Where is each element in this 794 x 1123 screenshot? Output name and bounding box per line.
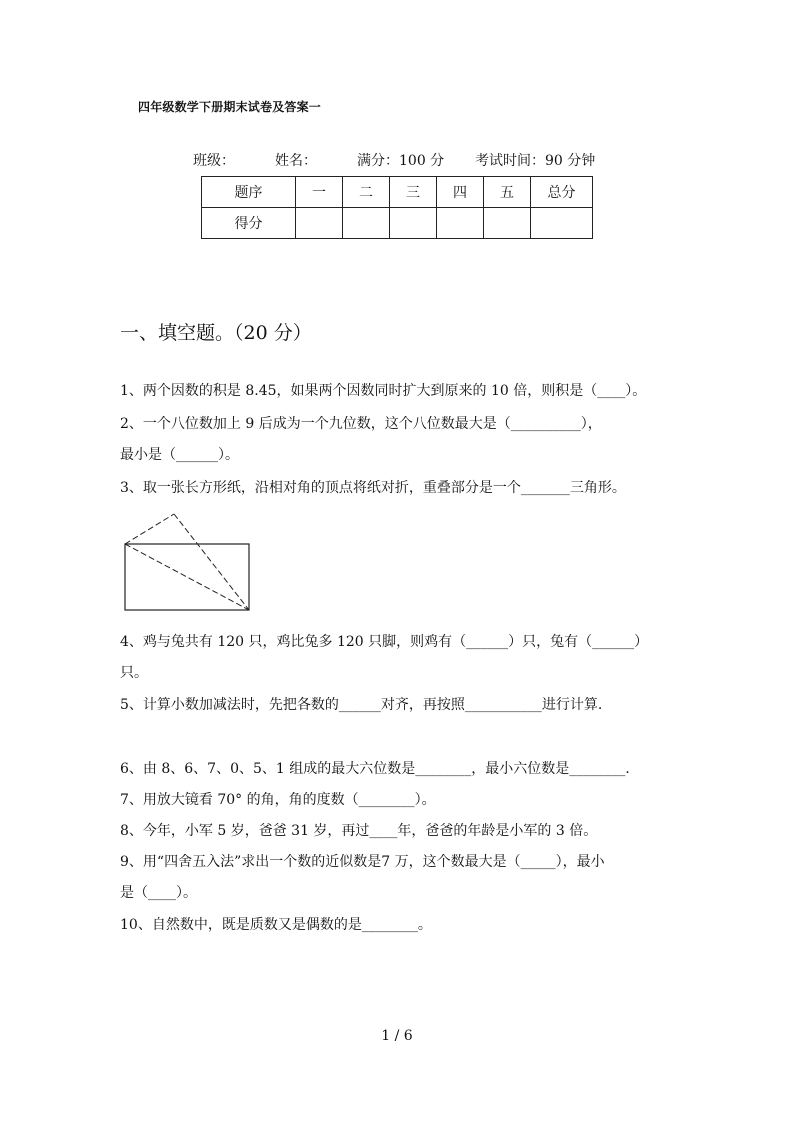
score-cell (296, 208, 343, 239)
question-line: 2、一个八位数加上 9 后成为一个九位数，这个八位数最大是（__________）， (120, 416, 602, 432)
question-line: 4、鸡与兔共有 120 只，鸡比兔多 120 只脚，则鸡有（______）只，兔有（______） (120, 634, 649, 650)
score-table-header-cell: 四 (437, 177, 484, 208)
folded-edge-line (125, 514, 174, 544)
fold-diagonal-line (125, 544, 249, 610)
section-heading: 一、填空题。（20 分） (120, 322, 312, 344)
score-table (201, 176, 593, 239)
score-table-header-cell: 三 (390, 177, 437, 208)
question-line: 最小是（______）。 (120, 447, 239, 463)
page-number: 1 / 6 (381, 1028, 413, 1044)
score-table-header-cell: 一 (296, 177, 343, 208)
exam-info-line (193, 150, 595, 170)
score-table-header-cell: 题序 (202, 177, 296, 208)
question-line: 3、取一张长方形纸，沿相对角的顶点将纸对折，重叠部分是一个_______三角形。 (120, 480, 626, 496)
score-table-header-cell: 总分 (531, 177, 593, 208)
score-table-header-row (202, 177, 593, 208)
exam-time-label: 考试时间：90 分钟 (475, 153, 596, 169)
score-cell (531, 208, 593, 239)
question-line: 是（____）。 (120, 885, 197, 901)
score-table-header-cell: 五 (484, 177, 531, 208)
question-line: 1、两个因数的积是 8.45，如果两个因数同时扩大到原来的 10 倍，则积是（____）。 (120, 383, 647, 399)
document-title: 四年级数学下册期末试卷及答案一 (138, 100, 322, 114)
question-line: 只。 (120, 665, 148, 681)
question-line: 5、计算小数加减法时，先把各数的______对齐，再按照___________进行计算. (120, 697, 603, 713)
score-cell (390, 208, 437, 239)
folded-edge-line (174, 514, 249, 610)
score-table-score-row (202, 208, 593, 239)
question-line: 7、用放大镜看 70° 的角，角的度数（________）。 (120, 792, 436, 808)
score-table-header-cell: 二 (343, 177, 390, 208)
score-cell (437, 208, 484, 239)
question-line: 8、今年，小军 5 岁，爸爸 31 岁，再过____年，爸爸的年龄是小军的 3 倍。 (120, 823, 598, 839)
question-line: 6、由 8、6、7、0、5、1 组成的最大六位数是________，最小六位数是________. (120, 761, 630, 777)
class-label: 班级： (193, 153, 235, 169)
folded-rectangle-figure (120, 508, 255, 616)
question-line: 9、用“四舍五入法”求出一个数的近似数是7 万，这个数最大是（_____），最小 (120, 854, 605, 870)
score-row-label: 得分 (202, 208, 296, 239)
name-label: 姓名： (275, 153, 317, 169)
full-score-label: 满分：100 分 (357, 153, 445, 169)
question-line: 10、自然数中，既是质数又是偶数的是________。 (120, 917, 432, 933)
score-cell (484, 208, 531, 239)
score-cell (343, 208, 390, 239)
